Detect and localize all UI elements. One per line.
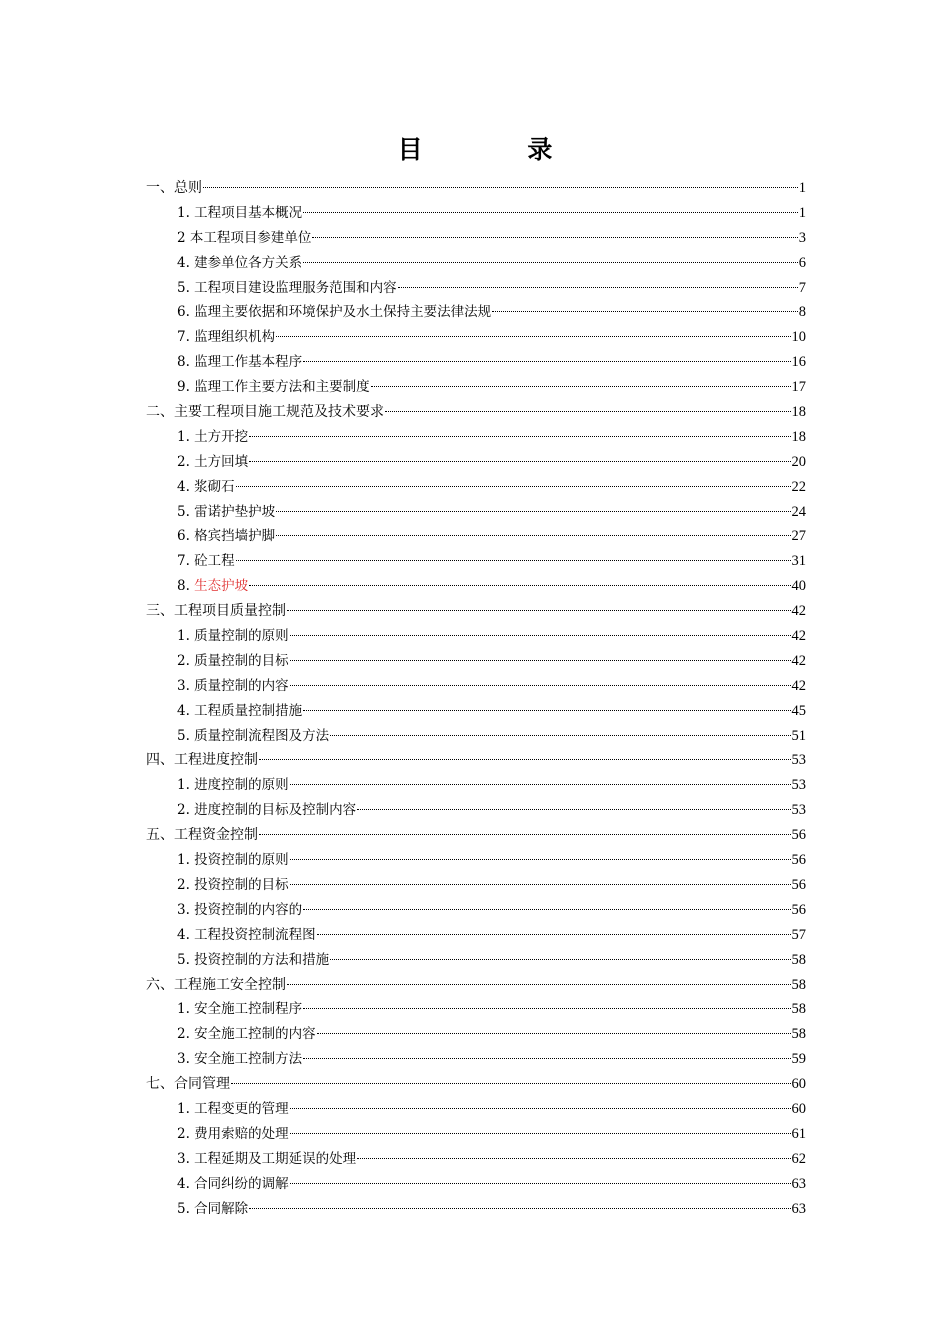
toc-entry-title: 监理组织机构 (194, 329, 276, 346)
toc-section-entry[interactable] (146, 1197, 806, 1222)
toc-entry-title: 投资控制的原则 (194, 852, 289, 869)
toc-dot-leader (249, 461, 790, 462)
toc-dot-leader (259, 759, 791, 760)
toc-chapter-entry[interactable] (146, 599, 806, 624)
toc-dot-leader (330, 959, 790, 960)
toc-chapter-entry[interactable] (146, 823, 806, 848)
toc-dot-leader (385, 411, 791, 412)
toc-dot-leader (303, 361, 790, 362)
toc-entry-number: 四、 (146, 752, 174, 769)
toc-entry-title: 质量控制的原则 (194, 628, 289, 645)
toc-section-entry[interactable] (146, 276, 806, 301)
toc-entry-number: 2 (177, 229, 190, 246)
toc-dot-leader (249, 1208, 790, 1209)
toc-page-number: 61 (791, 1125, 806, 1142)
toc-entry-label (177, 251, 302, 276)
toc-section-entry[interactable] (146, 1047, 806, 1072)
toc-chapter-entry[interactable] (146, 1072, 806, 1097)
toc-section-entry[interactable] (146, 898, 806, 923)
toc-entry-label (177, 1122, 289, 1147)
toc-entry-number: 9. (177, 379, 195, 396)
toc-entry-label (177, 1147, 356, 1172)
toc-entry-title: 安全施工控制方法 (194, 1051, 303, 1068)
toc-page-number: 3 (798, 229, 806, 246)
toc-page-number: 57 (791, 926, 806, 943)
toc-section-entry[interactable] (146, 873, 806, 898)
toc-dot-leader (303, 1058, 790, 1059)
toc-entry-label (177, 624, 289, 649)
toc-dot-leader (312, 237, 797, 238)
toc-section-entry[interactable] (146, 425, 806, 450)
toc-page-number: 53 (791, 802, 806, 819)
toc-section-entry[interactable] (146, 773, 806, 798)
toc-entry-label (177, 848, 289, 873)
toc-dot-leader (236, 486, 791, 487)
toc-dot-leader (357, 1158, 790, 1159)
toc-entry-number: 7. (177, 329, 195, 346)
toc-entry-number: 4. (177, 254, 195, 271)
toc-entry-number: 5. (177, 279, 195, 296)
toc-section-entry[interactable] (146, 1172, 806, 1197)
toc-section-entry[interactable] (146, 251, 806, 276)
toc-entry-title: 费用索赔的处理 (194, 1125, 289, 1142)
table-of-contents (146, 176, 806, 1221)
toc-entry-number: 4. (177, 478, 195, 495)
toc-entry-label (177, 276, 397, 301)
toc-entry-number: 3. (177, 1150, 195, 1167)
toc-entry-title: 投资控制的内容的 (194, 901, 303, 918)
toc-section-entry[interactable] (146, 450, 806, 475)
toc-page-number: 58 (791, 951, 806, 968)
toc-entry-title: 工程资金控制 (174, 827, 258, 844)
toc-page-number: 18 (791, 428, 806, 445)
toc-page-number: 59 (791, 1051, 806, 1068)
toc-dot-leader (290, 1183, 791, 1184)
toc-entry-label (177, 524, 275, 549)
toc-entry-title: 监理工作主要方法和主要制度 (194, 379, 370, 396)
toc-page-number: 58 (791, 1026, 806, 1043)
toc-entry-number: 1. (177, 1100, 195, 1117)
toc-entry-number: 六、 (146, 976, 174, 993)
toc-page-number: 56 (791, 827, 806, 844)
toc-entry-label (146, 599, 286, 624)
toc-dot-leader (317, 1033, 791, 1034)
toc-page-number: 1 (798, 204, 806, 221)
toc-entry-label (177, 649, 289, 674)
toc-section-entry[interactable] (146, 649, 806, 674)
toc-entry-label (177, 699, 302, 724)
toc-section-entry[interactable] (146, 350, 806, 375)
toc-entry-label (177, 1197, 248, 1222)
toc-page-number: 56 (791, 852, 806, 869)
toc-entry-number: 6. (177, 304, 195, 321)
toc-section-entry[interactable] (146, 475, 806, 500)
toc-entry-label (177, 425, 248, 450)
toc-entry-label (146, 1072, 230, 1097)
toc-entry-number: 8. (177, 354, 195, 371)
toc-page-number: 40 (791, 578, 806, 595)
toc-entry-number: 1. (177, 1001, 195, 1018)
toc-page-number: 63 (791, 1200, 806, 1217)
toc-entry-label (177, 1022, 316, 1047)
toc-page-number: 6 (798, 254, 806, 271)
toc-page-number: 22 (791, 478, 806, 495)
toc-entry-label (146, 400, 384, 425)
toc-entry-number: 七、 (146, 1076, 174, 1093)
toc-entry-label (177, 500, 275, 525)
toc-section-entry[interactable] (146, 948, 806, 973)
toc-dot-leader (330, 735, 790, 736)
toc-dot-leader (290, 1108, 791, 1109)
page-title: 目 录 (397, 135, 601, 164)
toc-dot-leader (492, 311, 798, 312)
toc-entry-number: 3. (177, 1051, 195, 1068)
toc-dot-leader (303, 909, 790, 910)
toc-entry-title: 建参单位各方关系 (194, 254, 303, 271)
toc-entry-label (177, 997, 302, 1022)
toc-section-entry[interactable] (146, 226, 806, 251)
toc-entry-title: 雷诺护垫护坡 (194, 503, 276, 520)
toc-entry-title: 合同纠纷的调解 (194, 1175, 289, 1192)
toc-entry-title: 浆砌石 (194, 478, 235, 495)
toc-dot-leader (303, 212, 798, 213)
toc-section-entry[interactable] (146, 1122, 806, 1147)
toc-page-number: 53 (791, 777, 806, 794)
toc-entry-title: 合同管理 (174, 1076, 230, 1093)
toc-section-entry[interactable] (146, 724, 806, 749)
toc-dot-leader (303, 710, 790, 711)
toc-entry-title: 工程项目质量控制 (174, 603, 286, 620)
toc-entry-number: 1. (177, 852, 195, 869)
toc-entry-label (177, 350, 302, 375)
toc-entry-title: 工程项目基本概况 (194, 204, 303, 221)
toc-entry-title: 质量控制的内容 (194, 677, 289, 694)
toc-section-entry[interactable] (146, 500, 806, 525)
toc-chapter-entry[interactable] (146, 748, 806, 773)
toc-section-entry[interactable] (146, 549, 806, 574)
toc-entry-label (177, 450, 248, 475)
toc-dot-leader (290, 635, 791, 636)
toc-dot-leader (303, 262, 798, 263)
toc-section-entry[interactable] (146, 798, 806, 823)
toc-entry-title: 安全施工控制的内容 (194, 1026, 316, 1043)
toc-dot-leader (276, 535, 790, 536)
toc-dot-leader (398, 287, 798, 288)
toc-entry-title: 工程施工安全控制 (174, 976, 286, 993)
toc-entry-number: 2. (177, 1125, 195, 1142)
toc-page-number: 42 (791, 652, 806, 669)
toc-entry-number: 1. (177, 628, 195, 645)
toc-entry-title: 本工程项目参建单位 (189, 229, 312, 246)
toc-entry-number: 6. (177, 528, 195, 545)
toc-section-entry[interactable] (146, 848, 806, 873)
toc-entry-title: 格宾挡墙护脚 (194, 528, 276, 545)
toc-dot-leader (236, 560, 791, 561)
toc-entry-title: 工程质量控制措施 (194, 702, 303, 719)
toc-entry-number: 五、 (146, 827, 174, 844)
toc-entry-title: 主要工程项目施工规范及技术要求 (174, 404, 384, 421)
toc-entry-label (177, 325, 275, 350)
toc-page-number: 60 (791, 1100, 806, 1117)
toc-dot-leader (290, 884, 791, 885)
toc-dot-leader (231, 1083, 791, 1084)
toc-section-entry[interactable] (146, 300, 806, 325)
toc-section-entry[interactable] (146, 574, 806, 599)
toc-entry-number: 5. (177, 951, 195, 968)
toc-dot-leader (259, 834, 791, 835)
toc-entry-label (177, 300, 491, 325)
toc-chapter-entry[interactable] (146, 400, 806, 425)
toc-entry-title: 工程进度控制 (174, 752, 258, 769)
toc-page-number: 60 (791, 1076, 806, 1093)
toc-entry-title: 质量控制流程图及方法 (194, 727, 330, 744)
toc-entry-label (177, 674, 289, 699)
toc-entry-label (177, 948, 329, 973)
toc-page-number: 62 (791, 1150, 806, 1167)
toc-entry-label (146, 973, 286, 998)
toc-page-number: 18 (791, 404, 806, 421)
toc-page-number: 56 (791, 901, 806, 918)
toc-entry-number: 1. (177, 777, 195, 794)
toc-dot-leader (357, 809, 790, 810)
toc-entry-label (177, 923, 316, 948)
toc-chapter-entry[interactable] (146, 176, 806, 201)
toc-section-entry[interactable] (146, 1097, 806, 1122)
toc-entry-title: 砼工程 (194, 553, 235, 570)
toc-page-number: 56 (791, 876, 806, 893)
toc-dot-leader (203, 187, 798, 188)
toc-entry-label (177, 549, 235, 574)
toc-page-number: 1 (798, 180, 806, 196)
toc-page-number: 51 (791, 727, 806, 744)
toc-entry-number: 2. (177, 802, 195, 819)
toc-dot-leader (290, 784, 791, 785)
toc-section-entry[interactable] (146, 699, 806, 724)
toc-page-number: 16 (791, 354, 806, 371)
toc-page-number: 58 (791, 1001, 806, 1018)
toc-dot-leader (290, 660, 791, 661)
toc-entry-label (177, 1097, 289, 1122)
toc-entry-label (177, 798, 356, 823)
toc-section-entry[interactable] (146, 674, 806, 699)
toc-entry-number: 一、 (146, 180, 174, 196)
toc-page-number: 45 (791, 702, 806, 719)
toc-page-number: 20 (791, 453, 806, 470)
toc-entry-number: 4. (177, 926, 195, 943)
toc-entry-title: 监理工作基本程序 (194, 354, 303, 371)
toc-dot-leader (290, 859, 791, 860)
toc-entry-number: 3. (177, 901, 195, 918)
toc-dot-leader (303, 1008, 790, 1009)
toc-dot-leader (276, 511, 790, 512)
toc-entry-title: 工程投资控制流程图 (194, 926, 316, 943)
toc-entry-label (177, 1172, 289, 1197)
toc-chapter-entry[interactable] (146, 973, 806, 998)
toc-page-number: 42 (791, 628, 806, 645)
toc-dot-leader (287, 984, 791, 985)
toc-entry-label (177, 475, 235, 500)
toc-entry-title: 工程延期及工期延误的处理 (194, 1150, 357, 1167)
toc-entry-title: 质量控制的目标 (194, 652, 289, 669)
toc-section-entry[interactable] (146, 923, 806, 948)
toc-entry-number: 5. (177, 727, 195, 744)
toc-page-number: 58 (791, 976, 806, 993)
toc-entry-number: 2. (177, 453, 195, 470)
toc-page-number: 31 (791, 553, 806, 570)
toc-entry-number: 1. (177, 428, 195, 445)
toc-page-number: 10 (791, 329, 806, 346)
toc-page-number: 27 (791, 528, 806, 545)
toc-entry-label (177, 574, 248, 599)
toc-entry-label (177, 226, 311, 251)
toc-entry-title: 工程变更的管理 (194, 1100, 289, 1117)
toc-entry-title: 投资控制的方法和措施 (194, 951, 330, 968)
toc-entry-number: 7. (177, 553, 195, 570)
toc-entry-label (177, 201, 302, 226)
toc-entry-title: 进度控制的目标及控制内容 (194, 802, 357, 819)
toc-entry-number: 3. (177, 677, 195, 694)
toc-entry-title: 土方开挖 (194, 428, 249, 445)
toc-page-number: 7 (798, 279, 806, 296)
toc-entry-number: 2. (177, 652, 195, 669)
toc-entry-title: 进度控制的原则 (194, 777, 289, 794)
toc-entry-label (146, 823, 258, 848)
toc-entry-number: 1. (177, 204, 195, 221)
toc-page-number: 8 (798, 304, 806, 321)
toc-entry-label (177, 873, 289, 898)
toc-dot-leader (290, 1133, 791, 1134)
toc-section-entry[interactable] (146, 325, 806, 350)
toc-section-entry[interactable] (146, 1022, 806, 1047)
toc-entry-title: 工程项目建设监理服务范围和内容 (194, 279, 397, 296)
toc-entry-number: 5. (177, 503, 195, 520)
toc-dot-leader (249, 436, 790, 437)
toc-dot-leader (317, 934, 791, 935)
toc-dot-leader (249, 585, 790, 586)
toc-entry-title: 投资控制的目标 (194, 876, 289, 893)
toc-entry-label (177, 898, 302, 923)
toc-section-entry[interactable] (146, 201, 806, 226)
toc-section-entry[interactable] (146, 1147, 806, 1172)
toc-section-entry[interactable] (146, 524, 806, 549)
toc-dot-leader (287, 610, 791, 611)
toc-entry-number: 2. (177, 876, 195, 893)
toc-entry-number: 4. (177, 702, 195, 719)
toc-dot-leader (371, 386, 791, 387)
toc-page-number: 42 (791, 677, 806, 694)
toc-page-number: 24 (791, 503, 806, 520)
toc-entry-title: 安全施工控制程序 (194, 1001, 303, 1018)
toc-entry-number: 8. (177, 578, 195, 595)
toc-entry-title: 土方回填 (194, 453, 249, 470)
toc-entry-title: 监理主要依据和环境保护及水土保持主要法律法规 (194, 304, 492, 321)
toc-entry-title: 合同解除 (194, 1200, 249, 1217)
toc-page-number: 53 (791, 752, 806, 769)
toc-page-number: 42 (791, 603, 806, 620)
toc-entry-title: 生态护坡 (194, 578, 249, 595)
toc-entry-title: 总则 (174, 180, 202, 196)
toc-dot-leader (290, 685, 791, 686)
toc-section-entry[interactable] (146, 375, 806, 400)
toc-entry-number: 二、 (146, 404, 174, 421)
toc-entry-label (177, 724, 329, 749)
toc-entry-number: 5. (177, 1200, 195, 1217)
toc-entry-number: 2. (177, 1026, 195, 1043)
toc-entry-label (177, 1047, 302, 1072)
toc-dot-leader (276, 336, 790, 337)
toc-section-entry[interactable] (146, 997, 806, 1022)
toc-entry-number: 三、 (146, 603, 174, 620)
toc-entry-label (177, 375, 370, 400)
toc-section-entry[interactable] (146, 624, 806, 649)
toc-entry-label (146, 176, 202, 201)
toc-page-number: 17 (791, 379, 806, 396)
toc-entry-label (146, 748, 258, 773)
toc-page-number: 63 (791, 1175, 806, 1192)
toc-entry-label (177, 773, 289, 798)
toc-entry-number: 4. (177, 1175, 195, 1192)
